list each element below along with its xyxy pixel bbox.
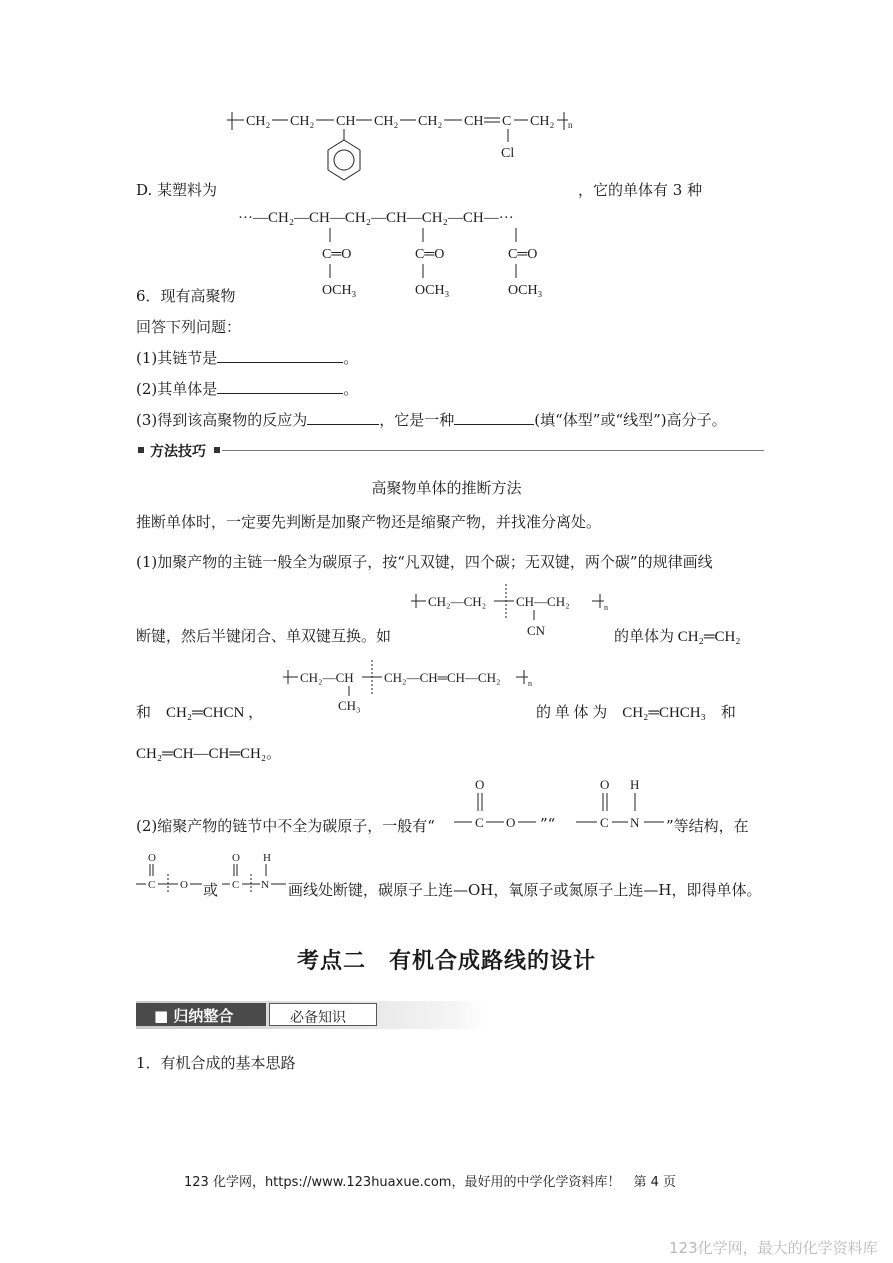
answer-blank-1[interactable] [217,348,343,363]
amide-c: C [600,815,609,830]
q6-item1 [136,347,358,368]
ex1-main: CH₂—CH₂ [428,594,487,609]
ex2-mid: CH₂—CH═CH—CH₂ [384,670,501,685]
section-rule [222,450,764,451]
chain-atom: CH₂ [418,114,443,129]
amide-cut-h-top: H [263,852,271,864]
ex2-sub: CH₃ [338,698,361,713]
option-d-suffix: ，它的单体有 3 种 [578,181,703,199]
chain-atom: CH₂ [530,114,555,129]
method-title: 高聚物单体的推断方法 [371,479,522,497]
ester-cut-c: C [148,879,156,891]
answer-blank-2[interactable] [217,379,343,394]
banner-light-label: 必备知识 [290,1010,346,1026]
chain-atom: CH [464,114,484,129]
subscript-n: n [568,120,573,130]
answer-blank-3[interactable] [307,410,379,425]
chain-line: ···—CH₂—CH—CH₂—CH—CH₂—CH—··· [238,210,514,226]
watermark: 123化学网，最大的化学资料库 [669,1239,878,1257]
amide-h-top: H [630,777,640,792]
method-p1-line3b: 的 单 体 为 CH₂═CHCH₃ 和 [536,705,736,721]
formula-amide [572,775,672,835]
chain-atom: C [502,114,512,129]
formula-polymer-chlorine [222,100,582,195]
method-p1-line3a: 和 CH₂═CHCN ， [136,705,264,721]
carbonyl-2: C═O [415,247,445,262]
banner-dark [136,1003,266,1026]
ex1-sub: CN [527,623,546,638]
q6-prompt: 回答下列问题： [136,318,242,336]
method-p1-line1: (1)加聚产物的主链一般全为碳原子，按“凡双键，四个碳；无双键，两个碳”的规律画线 [136,553,713,571]
formula-example-1 [408,582,628,642]
section-bullet-2 [214,447,220,453]
methoxy-2: OCH₃ [415,283,450,298]
q6-item1-text: (1)其链节是 [136,349,218,367]
q6-item2 [136,378,358,399]
method-section-label: 方法技巧 [150,444,206,460]
ester-c: C [475,815,484,830]
chlorine-label: Cl [501,146,515,161]
answer-blank-4[interactable] [454,410,534,425]
method-p2-line1c: ”等结构，在 [666,817,749,835]
ex1-mid: CH—CH₂ [516,594,570,609]
chain-atom: CH₂ [290,114,315,129]
formula-ester [450,775,540,835]
q6-item3-text-c: (填“体型”或“线型”)高分子。 [534,411,727,429]
method-p2-line2b: 画线处断键，碳原子上连—OH，氧原子或氮原子上连—H，即得单体。 [288,881,762,899]
section-bullet [138,447,144,453]
page-footer: 123 化学网，https://www.123huaxue.com，最好用的中学化学资料库！ 第 4 页 [184,1175,677,1190]
banner-dark-label: ■ 归纳整合 [154,1007,234,1025]
section2-item1: 1．有机合成的基本思路 [136,1054,296,1072]
q6-item2-text: (2)其单体是 [136,380,218,398]
formula-example-2 [280,660,550,715]
formula-ester-cut [134,848,204,896]
q6-item3-text-b: ，它是一种 [379,411,455,429]
carbonyl-3: C═O [508,247,538,262]
amide-cut-n: N [261,879,269,891]
q6-item3-text-a: (3)得到该高聚物的反应为 [136,411,308,429]
ester-cut-o: O [180,879,188,891]
q6-item2-end: 。 [343,380,359,398]
method-p2-or: 或 [203,881,219,899]
svg-text:n: n [528,679,532,688]
method-p2-line1b: ”“ [540,815,556,833]
q6-item3 [136,409,727,430]
section2-title: 考点二 有机合成路线的设计 [296,948,596,974]
banner-light [269,1003,377,1026]
method-p1-line2a: 断键，然后半键闭合、单双键互换。如 [136,627,392,645]
ester-o: O [506,815,516,830]
method-p1-line2b: 的单体为 CH₂═CH₂ [614,629,741,645]
option-d-label: D. 某塑料为 [136,181,218,199]
amide-n: N [630,815,640,830]
method-p2-line1a: (2)缩聚产物的链节中不全为碳原子，一般有“ [136,817,435,835]
ester-o-top: O [475,777,485,792]
svg-text:n: n [604,603,608,612]
amide-cut-c: C [232,879,240,891]
ex2-main: CH₂—CH [300,670,354,685]
amide-cut-o-top: O [232,852,240,864]
method-intro: 推断单体时，一定要先判断是加聚产物还是缩聚产物，并找准分离处。 [136,513,602,531]
ester-cut-o-top: O [148,852,156,864]
chain-atom: CH [336,114,356,129]
chain-atom: CH₂ [374,114,399,129]
method-p1-line4: CH₂═CH—CH═CH₂。 [136,746,282,762]
methoxy-1: OCH₃ [322,283,357,298]
methoxy-3: OCH₃ [508,283,543,298]
chain-atom: CH₂ [246,114,271,129]
formula-amide-cut [220,848,290,896]
formula-polyacrylate [236,204,576,304]
amide-o-top: O [600,777,610,792]
q6-stem: 6．现有高聚物 [136,287,236,305]
carbonyl-1: C═O [322,247,352,262]
q6-item1-end: 。 [343,349,359,367]
